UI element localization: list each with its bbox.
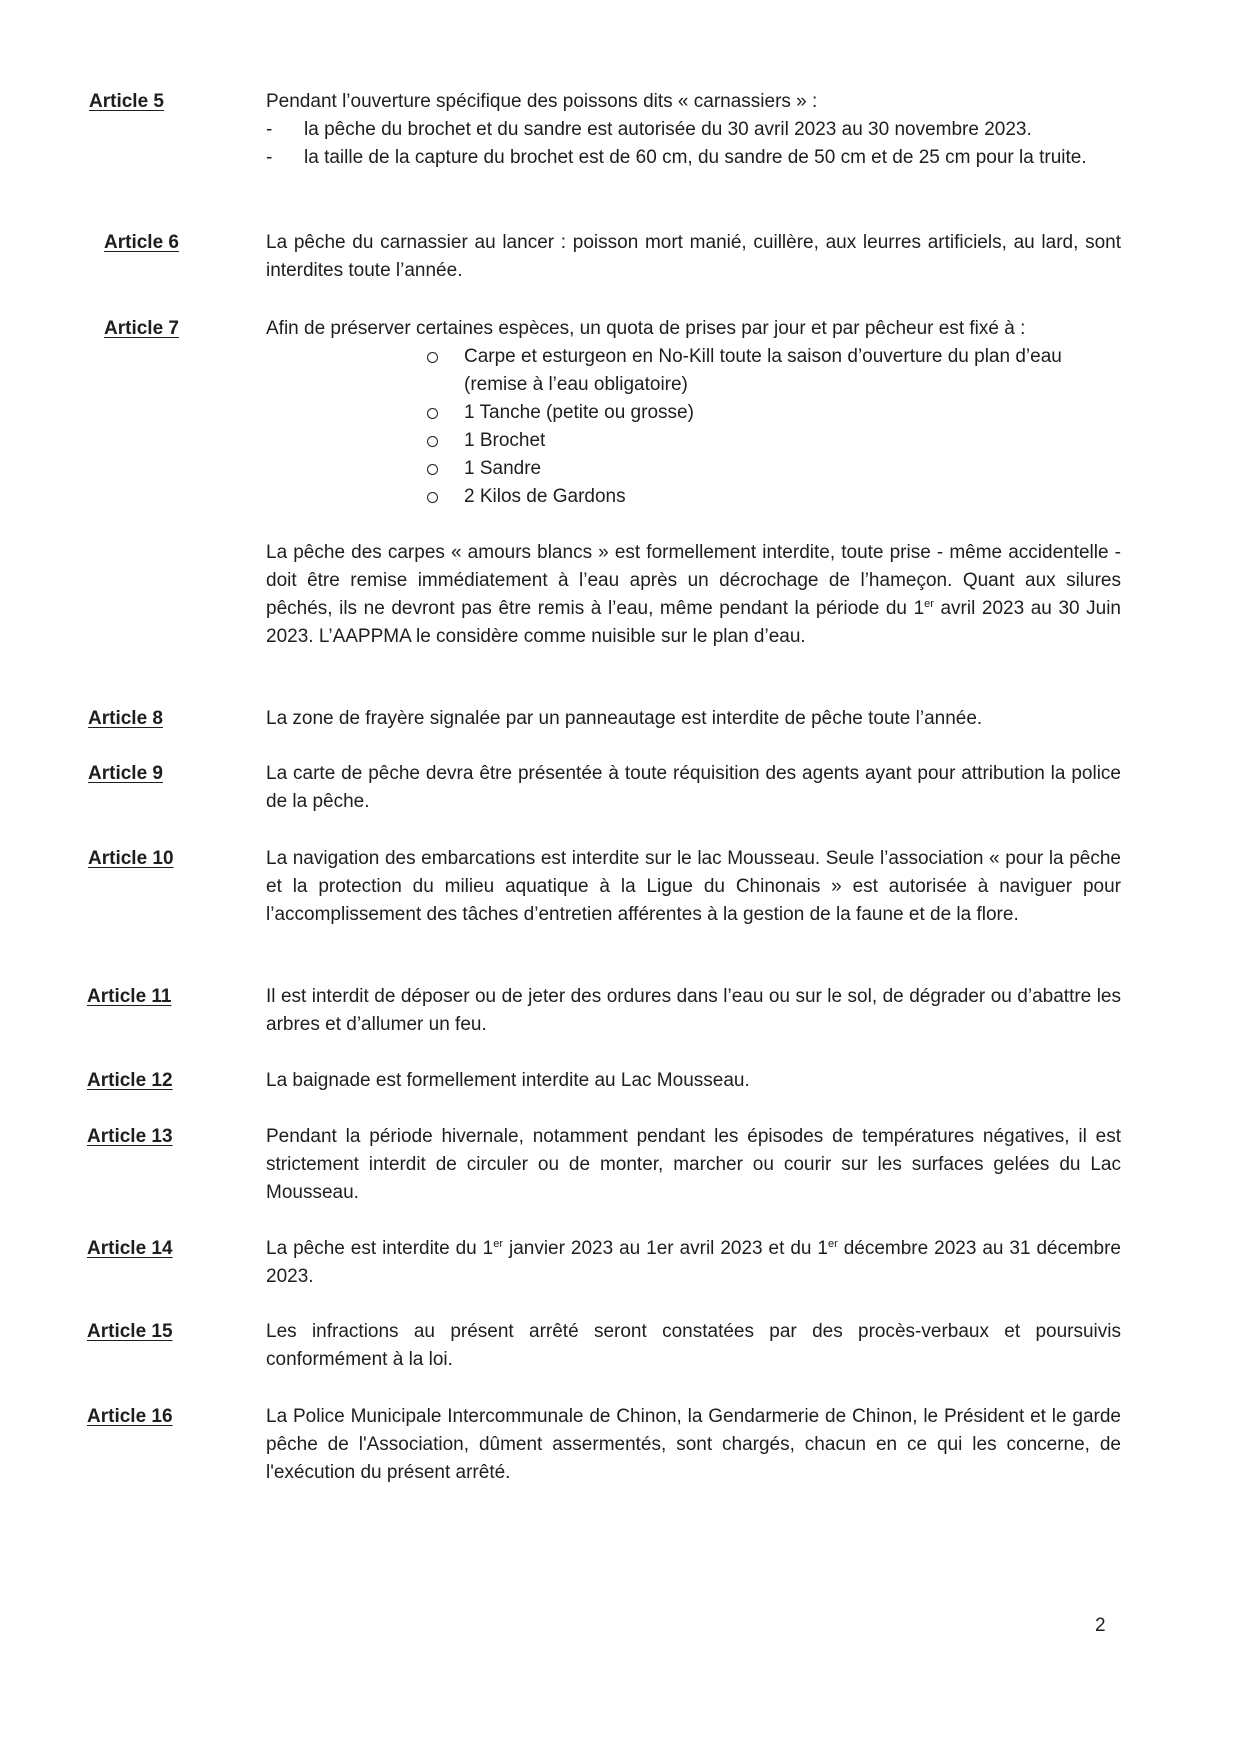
article-label: Article 9 [88, 763, 163, 784]
article-body [266, 1067, 1121, 1095]
article-label: Article 12 [87, 1070, 173, 1091]
paragraph-text: décembre 2023 au 31 décembre 2023. [266, 1238, 1121, 1287]
paragraph-text: 1 [913, 598, 925, 619]
circle-bullet-icon [427, 436, 438, 447]
article-paragraph [266, 539, 1121, 651]
list-item [427, 343, 1121, 399]
list-item-text: Carpe et esturgeon en No-Kill toute la saison d’ouverture du plan d’eau (remise à l’eau obligatoire) [464, 346, 1062, 395]
superscript: er [493, 1238, 504, 1250]
article-label: Article 16 [87, 1406, 173, 1427]
article-body [266, 1123, 1121, 1207]
article-text: La carte de pêche devra être présentée à toute réquisition des agents ayant pour attribution la police de la pêche. [266, 763, 1121, 812]
article-text [266, 1235, 1121, 1291]
article-body [266, 705, 1121, 733]
article-body [266, 315, 1121, 651]
article-text: Les infractions au présent arrêté seront constatées par des procès-verbaux et poursuivis conformément à la loi. [266, 1321, 1121, 1370]
circle-bullet-icon [427, 408, 438, 419]
article-label: Article 14 [87, 1238, 173, 1259]
page-number: 2 [1095, 1615, 1106, 1636]
superscript: er [827, 1238, 838, 1250]
paragraph-text: avril 2023 au 30 Juin 2023. L’AAPPMA le considère comme nuisible sur le plan d’eau. [266, 598, 1121, 647]
article-body [266, 845, 1121, 929]
article-text: La pêche du carnassier au lancer : poisson mort manié, cuillère, aux leurres artificiels, au lard, sont interdites toute l’année. [266, 232, 1121, 281]
article-body [266, 983, 1121, 1039]
article-label: Article 6 [104, 232, 179, 253]
dash-list [266, 116, 1121, 172]
article-label: Article 8 [88, 708, 163, 729]
article-label: Article 7 [104, 318, 179, 339]
list-item-text: 1 Sandre [464, 458, 542, 479]
article-label: Article 10 [88, 848, 174, 869]
article-label: Article 11 [87, 986, 172, 1007]
article-body [266, 1403, 1121, 1487]
list-item: - la pêche du brochet et du sandre est autorisée du 30 avril 2023 au 30 novembre 2023. [266, 116, 1121, 144]
circle-bullet-icon [427, 492, 438, 503]
list-item-text: 1 Tanche (petite ou grosse) [464, 402, 694, 423]
list-item [427, 455, 1121, 483]
article-text: La Police Municipale Intercommunale de Chinon, la Gendarmerie de Chinon, le Président et le garde pêche de l'Association, dûment assermentés, sont chargés, chacun en ce qui les concerne, de l'exécution du présent arrêté. [266, 1406, 1121, 1483]
list-item-text: 1 Brochet [464, 430, 546, 451]
article-text: La baignade est formellement interdite au Lac Mousseau. [266, 1070, 750, 1091]
article-text: Il est interdit de déposer ou de jeter des ordures dans l’eau ou sur le sol, de dégrader ou d’abattre les arbres et d’allumer un feu. [266, 986, 1121, 1035]
list-item: - la taille de la capture du brochet est de 60 cm, du sandre de 50 cm et de 25 cm pour la truite. [266, 144, 1121, 172]
circle-bullet-icon [427, 464, 438, 475]
article-intro: Pendant l’ouverture spécifique des poissons dits « carnassiers » : [266, 91, 818, 112]
article-body [266, 229, 1121, 285]
list-item [427, 399, 1121, 427]
article-label: Article 13 [87, 1126, 173, 1147]
list-item-text: 2 Kilos de Gardons [464, 486, 626, 507]
article-text: La zone de frayère signalée par un panneautage est interdite de pêche toute l’année. [266, 708, 983, 729]
article-body [266, 88, 1121, 172]
article-text: La navigation des embarcations est interdite sur le lac Mousseau. Seule l’association « pour la pêche et la protection du milieu aquatique à la Ligue du Chinonais » est autorisée à naviguer pour l’accomplissement des tâches d’entretien afférentes à la gestion de la faune et de la flore. [266, 848, 1121, 925]
article-text: Pendant la période hivernale, notamment pendant les épisodes de températures négatives, il est strictement interdit de circuler ou de monter, marcher ou courir sur les surfaces gelées du Lac Mousseau. [266, 1126, 1121, 1203]
article-label: Article 15 [87, 1321, 173, 1342]
paragraph-text: La pêche est interdite du 1 [266, 1238, 494, 1259]
quota-list [266, 343, 1121, 511]
article-body [266, 1318, 1121, 1374]
circle-bullet-icon [427, 352, 438, 363]
article-body [266, 760, 1121, 816]
list-item [427, 483, 1121, 511]
superscript: er [924, 598, 934, 610]
paragraph-text: janvier 2023 au 1er avril 2023 et du 1 [503, 1238, 828, 1259]
article-intro: Afin de préserver certaines espèces, un quota de prises par jour et par pêcheur est fixé à : [266, 318, 1026, 339]
paragraph-text: La pêche des carpes « amours blancs » est formellement interdite, toute prise - même accidentelle - doit être remise immédiatement à l’eau après un décrochage de l’hameçon. Quant aux silures pêchés, ils ne devront pas être remis à l’eau, même pendant la période du [266, 542, 1121, 619]
list-item [427, 427, 1121, 455]
article-body [266, 1235, 1121, 1291]
article-label: Article 5 [89, 91, 164, 112]
